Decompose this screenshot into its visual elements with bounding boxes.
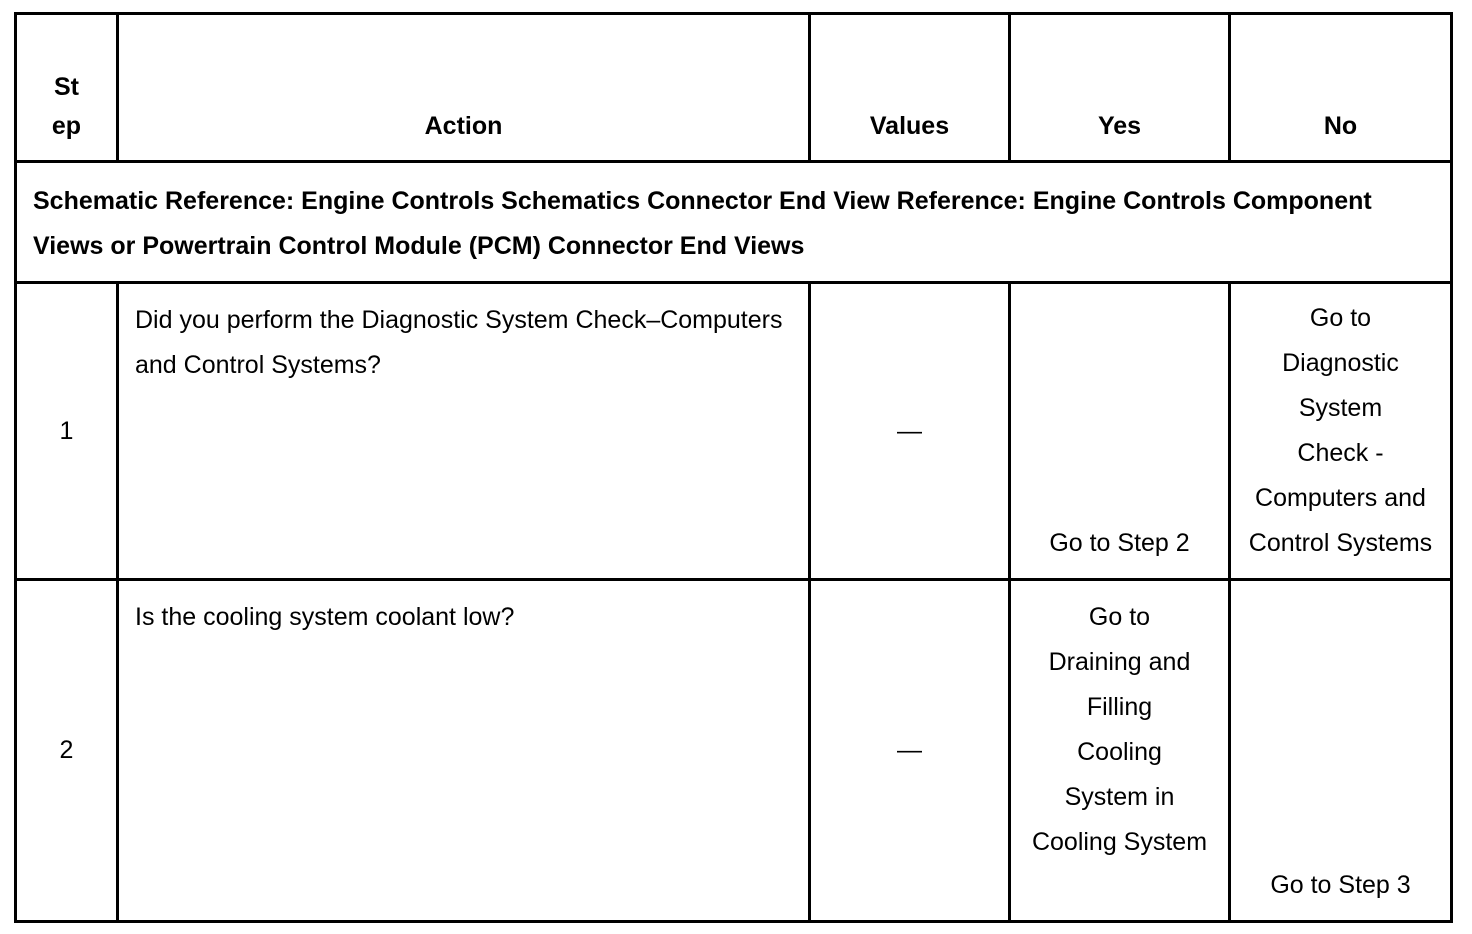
yes-action: Go to Draining and Filling Cooling System in Cooling System xyxy=(1010,580,1230,922)
values-text: — xyxy=(810,580,1010,922)
table-row xyxy=(16,580,1452,922)
action-text: Did you perform the Diagnostic System Check–Computers and Control Systems? xyxy=(118,283,810,580)
diagnostic-table xyxy=(14,12,1453,923)
header-no: No xyxy=(1230,14,1452,162)
header-yes: Yes xyxy=(1010,14,1230,162)
header-row xyxy=(16,14,1452,162)
schematic-reference-row xyxy=(16,162,1452,283)
header-action: Action xyxy=(118,14,810,162)
values-text: — xyxy=(810,283,1010,580)
header-step: St ep xyxy=(16,14,118,162)
action-text: Is the cooling system coolant low? xyxy=(118,580,810,922)
yes-action: Go to Step 2 xyxy=(1010,283,1230,580)
no-action: Go to Diagnostic System Check - Computers and Control Systems xyxy=(1230,283,1452,580)
schematic-reference: Schematic Reference: Engine Controls Schematics Connector End View Reference: Engine Controls Component Views or Powertrain Control Module (PCM) Connector End Views xyxy=(16,162,1452,283)
step-number: 2 xyxy=(16,580,118,922)
header-values: Values xyxy=(810,14,1010,162)
step-number: 1 xyxy=(16,283,118,580)
no-action: Go to Step 3 xyxy=(1230,580,1452,922)
table-row xyxy=(16,283,1452,580)
